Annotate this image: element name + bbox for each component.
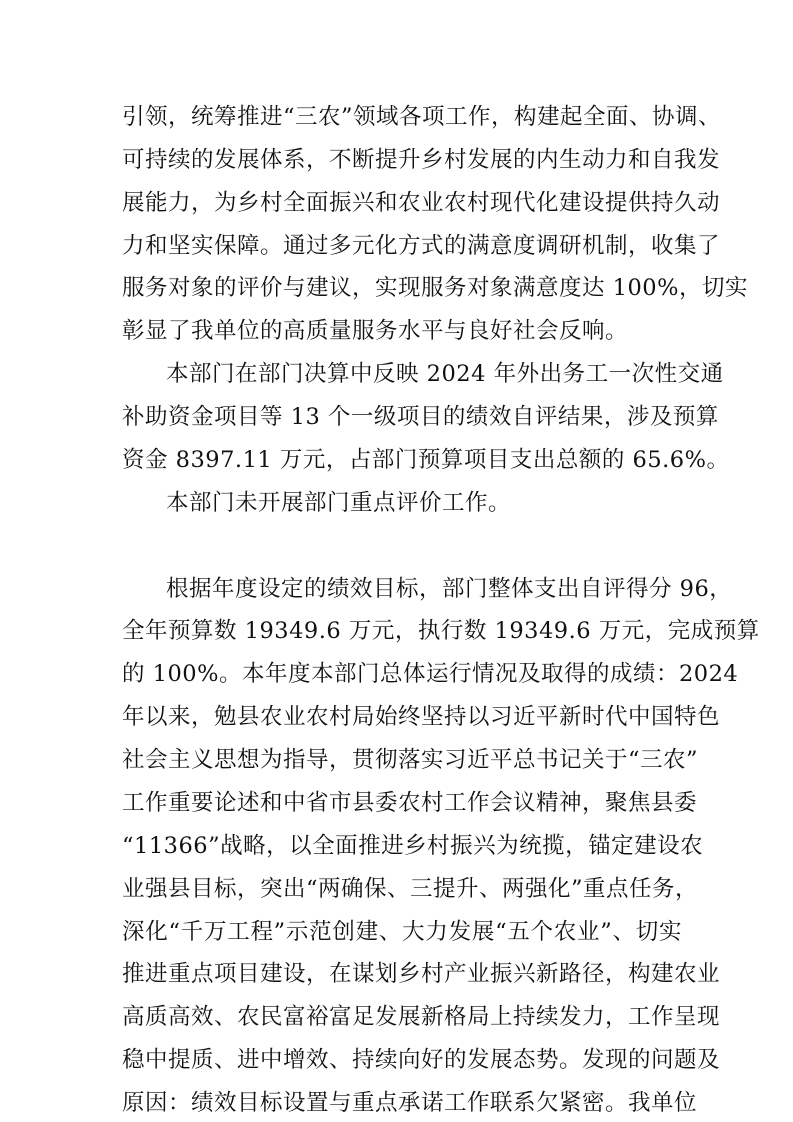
paragraph-line: 年以来，勉县农业农村局始终坚持以习近平新时代中国特色 — [122, 704, 721, 731]
paragraph-line: “11366”战略，以全面推进乡村振兴为统揽，锚定建设农 — [122, 832, 704, 859]
paragraph-line: 资金 8397.11 万元，占部门预算项目支出总额的 65.6%。 — [122, 446, 730, 473]
section-heading — [144, 531, 682, 561]
paragraph-line: 的 100%。本年度本部门总体运行情况及取得的成绩：2024 — [122, 661, 739, 688]
paragraph-line: 社会主义思想为指导，贯彻落实习近平总书记关于“三农” — [122, 747, 699, 774]
paragraph-line: 彰显了我单位的高质量服务水平与良好社会反响。 — [122, 318, 629, 345]
paragraph-line: 服务对象的评价与建议，实现服务对象满意度达 100%，切实 — [122, 275, 748, 302]
paragraph-line: 引领，统筹推进“三农”领域各项工作，构建起全面、协调、 — [122, 104, 722, 130]
paragraph-line: 工作重要论述和中省市县委农村工作会议精神，聚焦县委 — [122, 789, 698, 816]
paragraph-line: 稳中提质、进中增效、持续向好的发展态势。发现的问题及 — [122, 1047, 721, 1074]
paragraph-line: 深化“千万工程”示范创建、大力发展“五个农业”、切实 — [122, 918, 682, 945]
paragraph-line: 本部门未开展部门重点评价工作。 — [166, 489, 512, 516]
paragraph-line: 全年预算数 19349.6 万元，执行数 19349.6 万元，完成预算 — [122, 618, 760, 645]
paragraph-line: 本部门在部门决算中反映 2024 年外出务工一次性交通 — [166, 361, 724, 388]
paragraph-line: 高质高效、农民富裕富足发展新格局上持续发力，工作呈现 — [122, 1004, 721, 1031]
paragraph-line: 原因：绩效目标设置与重点承诺工作联系欠紧密。我单位 — [122, 1090, 698, 1116]
paragraph-line: 力和坚实保障。通过多元化方式的满意度调研机制，收集了 — [122, 232, 721, 259]
paragraph-line: 业强县目标，突出“两确保、三提升、两强化”重点任务， — [122, 875, 699, 902]
paragraph-line: 展能力，为乡村全面振兴和农业农村现代化建设提供持久动 — [122, 189, 721, 216]
paragraph-line: 推进重点项目建设，在谋划乡村产业振兴新路径，构建农业 — [122, 961, 721, 988]
paragraph-line: 可持续的发展体系，不断提升乡村发展的内生动力和自我发 — [122, 146, 721, 173]
paragraph-line: 根据年度设定的绩效目标，部门整体支出自评得分 96， — [166, 575, 733, 602]
paragraph-line: 补助资金项目等 13 个一级项目的绩效自评结果，涉及预算 — [122, 404, 719, 431]
